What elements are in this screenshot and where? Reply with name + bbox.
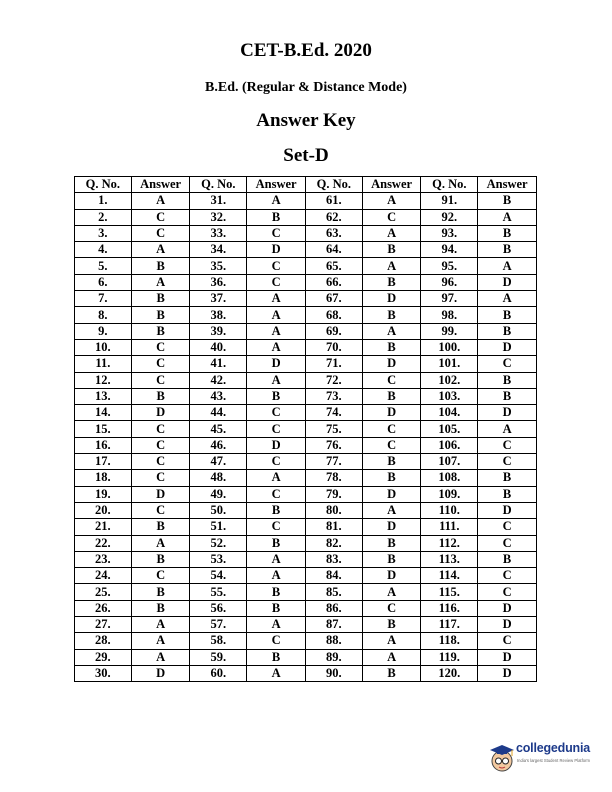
answer-cell: C (131, 502, 190, 518)
question-number-cell: 102. (421, 372, 478, 388)
question-number-cell: 63. (305, 225, 362, 241)
question-number-cell: 37. (190, 291, 247, 307)
table-row (75, 291, 537, 307)
question-number-cell: 92. (421, 209, 478, 225)
question-number-cell: 91. (421, 193, 478, 209)
answer-cell: B (247, 502, 306, 518)
answer-cell: A (247, 291, 306, 307)
table-row (75, 421, 537, 437)
answer-cell: B (247, 388, 306, 404)
question-number-cell: 34. (190, 242, 247, 258)
question-number-cell: 19. (75, 486, 132, 502)
question-number-cell: 98. (421, 307, 478, 323)
table-row (75, 372, 537, 388)
answer-cell: C (131, 454, 190, 470)
header-answer: Answer (362, 177, 421, 193)
header-answer: Answer (131, 177, 190, 193)
question-number-cell: 7. (75, 291, 132, 307)
answer-cell: C (478, 356, 537, 372)
question-number-cell: 89. (305, 649, 362, 665)
answer-cell: B (478, 193, 537, 209)
question-number-cell: 50. (190, 502, 247, 518)
question-number-cell: 17. (75, 454, 132, 470)
question-number-cell: 114. (421, 568, 478, 584)
answer-cell: A (362, 633, 421, 649)
answer-cell: D (247, 356, 306, 372)
question-number-cell: 78. (305, 470, 362, 486)
question-number-cell: 66. (305, 274, 362, 290)
answer-cell: B (362, 617, 421, 633)
answer-cell: A (131, 242, 190, 258)
answer-cell: B (131, 323, 190, 339)
question-number-cell: 96. (421, 274, 478, 290)
table-row (75, 617, 537, 633)
answer-cell: B (478, 225, 537, 241)
question-number-cell: 48. (190, 470, 247, 486)
answer-key-body (75, 193, 537, 682)
answer-cell: C (131, 470, 190, 486)
answer-cell: B (478, 307, 537, 323)
question-number-cell: 28. (75, 633, 132, 649)
answer-cell: D (131, 665, 190, 681)
answer-cell: B (478, 470, 537, 486)
header-qno: Q. No. (75, 177, 132, 193)
answer-cell: A (362, 502, 421, 518)
answer-cell: C (131, 421, 190, 437)
answer-cell: A (247, 568, 306, 584)
answer-cell: B (131, 258, 190, 274)
question-number-cell: 119. (421, 649, 478, 665)
question-number-cell: 65. (305, 258, 362, 274)
question-number-cell: 90. (305, 665, 362, 681)
question-number-cell: 87. (305, 617, 362, 633)
question-number-cell: 116. (421, 600, 478, 616)
answer-cell: B (478, 372, 537, 388)
question-number-cell: 75. (305, 421, 362, 437)
answer-cell: C (362, 421, 421, 437)
question-number-cell: 52. (190, 535, 247, 551)
answer-cell: A (247, 339, 306, 355)
answer-cell: C (247, 405, 306, 421)
table-row (75, 323, 537, 339)
answer-cell: C (362, 209, 421, 225)
answer-cell: C (247, 519, 306, 535)
table-row (75, 568, 537, 584)
question-number-cell: 82. (305, 535, 362, 551)
answer-cell: C (478, 633, 537, 649)
question-number-cell: 72. (305, 372, 362, 388)
question-number-cell: 14. (75, 405, 132, 421)
table-row (75, 437, 537, 453)
answer-cell: B (478, 551, 537, 567)
table-row (75, 470, 537, 486)
question-number-cell: 61. (305, 193, 362, 209)
question-number-cell: 2. (75, 209, 132, 225)
answer-cell: D (362, 519, 421, 535)
answer-cell: C (478, 535, 537, 551)
answer-cell: B (362, 307, 421, 323)
question-number-cell: 107. (421, 454, 478, 470)
question-number-cell: 77. (305, 454, 362, 470)
question-number-cell: 42. (190, 372, 247, 388)
answer-cell: D (247, 437, 306, 453)
answer-cell: B (478, 242, 537, 258)
question-number-cell: 1. (75, 193, 132, 209)
answer-cell: A (362, 258, 421, 274)
question-number-cell: 97. (421, 291, 478, 307)
question-number-cell: 109. (421, 486, 478, 502)
header-answer: Answer (247, 177, 306, 193)
answer-cell: C (478, 454, 537, 470)
answer-cell: B (131, 388, 190, 404)
question-number-cell: 55. (190, 584, 247, 600)
answer-cell: D (247, 242, 306, 258)
answer-cell: C (362, 600, 421, 616)
question-number-cell: 110. (421, 502, 478, 518)
question-number-cell: 103. (421, 388, 478, 404)
answer-cell: B (362, 454, 421, 470)
answer-cell: C (478, 568, 537, 584)
question-number-cell: 39. (190, 323, 247, 339)
question-number-cell: 12. (75, 372, 132, 388)
question-number-cell: 76. (305, 437, 362, 453)
answer-cell: D (478, 649, 537, 665)
table-row (75, 225, 537, 241)
header-qno: Q. No. (421, 177, 478, 193)
answer-cell: B (478, 323, 537, 339)
question-number-cell: 32. (190, 209, 247, 225)
question-number-cell: 101. (421, 356, 478, 372)
question-number-cell: 60. (190, 665, 247, 681)
collegedunia-logo (488, 738, 602, 778)
answer-cell: C (478, 584, 537, 600)
answer-cell: B (131, 519, 190, 535)
answer-cell: B (362, 551, 421, 567)
table-row (75, 535, 537, 551)
answer-cell: C (362, 437, 421, 453)
question-number-cell: 112. (421, 535, 478, 551)
answer-cell: C (247, 421, 306, 437)
question-number-cell: 16. (75, 437, 132, 453)
answer-cell: A (131, 193, 190, 209)
question-number-cell: 15. (75, 421, 132, 437)
question-number-cell: 3. (75, 225, 132, 241)
table-row (75, 519, 537, 535)
question-number-cell: 100. (421, 339, 478, 355)
question-number-cell: 20. (75, 502, 132, 518)
answer-cell: B (362, 388, 421, 404)
answer-cell: C (247, 633, 306, 649)
table-row (75, 405, 537, 421)
question-number-cell: 13. (75, 388, 132, 404)
answer-cell: C (247, 258, 306, 274)
table-row (75, 193, 537, 209)
answer-cell: D (362, 568, 421, 584)
answer-cell: B (362, 470, 421, 486)
answer-cell: C (131, 209, 190, 225)
answer-cell: D (478, 600, 537, 616)
answer-cell: B (362, 535, 421, 551)
question-number-cell: 46. (190, 437, 247, 453)
answer-cell: A (478, 209, 537, 225)
question-number-cell: 113. (421, 551, 478, 567)
question-number-cell: 35. (190, 258, 247, 274)
table-row (75, 633, 537, 649)
question-number-cell: 86. (305, 600, 362, 616)
table-row (75, 274, 537, 290)
question-number-cell: 30. (75, 665, 132, 681)
question-number-cell: 58. (190, 633, 247, 649)
answer-cell: C (362, 372, 421, 388)
question-number-cell: 43. (190, 388, 247, 404)
answer-cell: B (362, 339, 421, 355)
question-number-cell: 118. (421, 633, 478, 649)
table-header-row (75, 177, 537, 193)
question-number-cell: 29. (75, 649, 132, 665)
answer-cell: C (247, 225, 306, 241)
answer-cell: B (247, 649, 306, 665)
table-row (75, 649, 537, 665)
header-qno: Q. No. (190, 177, 247, 193)
answer-cell: D (478, 617, 537, 633)
question-number-cell: 44. (190, 405, 247, 421)
question-number-cell: 36. (190, 274, 247, 290)
question-number-cell: 22. (75, 535, 132, 551)
question-number-cell: 105. (421, 421, 478, 437)
answer-cell: D (478, 665, 537, 681)
question-number-cell: 115. (421, 584, 478, 600)
table-row (75, 486, 537, 502)
question-number-cell: 120. (421, 665, 478, 681)
question-number-cell: 108. (421, 470, 478, 486)
answer-cell: C (131, 225, 190, 241)
answer-cell: D (362, 405, 421, 421)
answer-cell: B (478, 388, 537, 404)
table-row (75, 584, 537, 600)
question-number-cell: 81. (305, 519, 362, 535)
table-row (75, 242, 537, 258)
answer-cell: B (247, 584, 306, 600)
answer-cell: C (131, 437, 190, 453)
answer-cell: C (131, 339, 190, 355)
question-number-cell: 8. (75, 307, 132, 323)
answer-cell: B (478, 486, 537, 502)
answer-cell: A (362, 193, 421, 209)
table-row (75, 307, 537, 323)
question-number-cell: 79. (305, 486, 362, 502)
question-number-cell: 54. (190, 568, 247, 584)
question-number-cell: 31. (190, 193, 247, 209)
answer-cell: D (131, 486, 190, 502)
answer-cell: A (131, 633, 190, 649)
question-number-cell: 69. (305, 323, 362, 339)
question-number-cell: 104. (421, 405, 478, 421)
answer-cell: A (247, 617, 306, 633)
question-number-cell: 71. (305, 356, 362, 372)
answer-cell: A (131, 535, 190, 551)
answer-cell: A (478, 291, 537, 307)
answer-cell: A (247, 470, 306, 486)
question-number-cell: 45. (190, 421, 247, 437)
table-row (75, 502, 537, 518)
answer-cell: B (131, 307, 190, 323)
question-number-cell: 117. (421, 617, 478, 633)
question-number-cell: 93. (421, 225, 478, 241)
header-qno: Q. No. (305, 177, 362, 193)
answer-cell: D (362, 291, 421, 307)
question-number-cell: 4. (75, 242, 132, 258)
question-number-cell: 106. (421, 437, 478, 453)
answer-cell: D (478, 405, 537, 421)
answer-key-table (74, 176, 537, 682)
answer-cell: A (362, 584, 421, 600)
answer-cell: D (478, 339, 537, 355)
question-number-cell: 74. (305, 405, 362, 421)
answer-cell: C (131, 372, 190, 388)
answer-cell: C (131, 356, 190, 372)
question-number-cell: 18. (75, 470, 132, 486)
question-number-cell: 64. (305, 242, 362, 258)
answer-cell: C (131, 568, 190, 584)
answer-cell: B (131, 291, 190, 307)
answer-cell: B (362, 242, 421, 258)
set-label: Set-D (283, 145, 329, 166)
question-number-cell: 5. (75, 258, 132, 274)
answer-cell: B (247, 600, 306, 616)
answer-cell: B (247, 535, 306, 551)
question-number-cell: 10. (75, 339, 132, 355)
question-number-cell: 23. (75, 551, 132, 567)
question-number-cell: 9. (75, 323, 132, 339)
table-row (75, 209, 537, 225)
answer-cell: A (131, 617, 190, 633)
answer-cell: A (247, 551, 306, 567)
answer-cell: A (247, 323, 306, 339)
answer-cell: D (478, 502, 537, 518)
question-number-cell: 73. (305, 388, 362, 404)
question-number-cell: 84. (305, 568, 362, 584)
answer-cell: A (131, 274, 190, 290)
question-number-cell: 57. (190, 617, 247, 633)
question-number-cell: 11. (75, 356, 132, 372)
answer-cell: B (131, 600, 190, 616)
question-number-cell: 62. (305, 209, 362, 225)
brand-name: collegedunia (516, 741, 591, 755)
answer-cell: A (247, 193, 306, 209)
answer-cell: C (247, 486, 306, 502)
question-number-cell: 51. (190, 519, 247, 535)
answer-cell: B (131, 551, 190, 567)
answer-cell: A (362, 649, 421, 665)
question-number-cell: 27. (75, 617, 132, 633)
table-row (75, 388, 537, 404)
question-number-cell: 56. (190, 600, 247, 616)
table-row (75, 339, 537, 355)
table-row (75, 665, 537, 681)
question-number-cell: 6. (75, 274, 132, 290)
question-number-cell: 70. (305, 339, 362, 355)
header-answer: Answer (478, 177, 537, 193)
question-number-cell: 85. (305, 584, 362, 600)
answer-cell: A (362, 323, 421, 339)
question-number-cell: 83. (305, 551, 362, 567)
table-row (75, 258, 537, 274)
answer-cell: C (247, 454, 306, 470)
question-number-cell: 111. (421, 519, 478, 535)
answer-cell: D (362, 356, 421, 372)
table-row (75, 454, 537, 470)
question-number-cell: 99. (421, 323, 478, 339)
question-number-cell: 41. (190, 356, 247, 372)
question-number-cell: 80. (305, 502, 362, 518)
answer-cell: B (131, 584, 190, 600)
question-number-cell: 95. (421, 258, 478, 274)
brand-tagline: India's largest Student Review Platform (517, 758, 590, 763)
answer-cell: D (362, 486, 421, 502)
graduation-cap-icon (488, 742, 516, 774)
table-row (75, 551, 537, 567)
question-number-cell: 21. (75, 519, 132, 535)
question-number-cell: 25. (75, 584, 132, 600)
answer-cell: D (478, 274, 537, 290)
answer-cell: C (478, 519, 537, 535)
question-number-cell: 68. (305, 307, 362, 323)
question-number-cell: 94. (421, 242, 478, 258)
document-title: CET-B.Ed. 2020 (240, 40, 372, 61)
answer-cell: C (478, 437, 537, 453)
answer-cell: C (247, 274, 306, 290)
question-number-cell: 49. (190, 486, 247, 502)
question-number-cell: 38. (190, 307, 247, 323)
answer-cell: A (247, 665, 306, 681)
question-number-cell: 26. (75, 600, 132, 616)
answer-cell: B (362, 665, 421, 681)
answer-cell: B (362, 274, 421, 290)
question-number-cell: 33. (190, 225, 247, 241)
answer-cell: A (247, 372, 306, 388)
answer-cell: A (247, 307, 306, 323)
question-number-cell: 40. (190, 339, 247, 355)
question-number-cell: 67. (305, 291, 362, 307)
question-number-cell: 47. (190, 454, 247, 470)
question-number-cell: 88. (305, 633, 362, 649)
answer-cell: A (131, 649, 190, 665)
answer-cell: B (247, 209, 306, 225)
question-number-cell: 53. (190, 551, 247, 567)
question-number-cell: 24. (75, 568, 132, 584)
table-row (75, 356, 537, 372)
answer-cell: A (478, 421, 537, 437)
answer-cell: D (131, 405, 190, 421)
answer-cell: A (362, 225, 421, 241)
table-row (75, 600, 537, 616)
answer-cell: A (478, 258, 537, 274)
document-subtitle: B.Ed. (Regular & Distance Mode) (205, 80, 407, 95)
question-number-cell: 59. (190, 649, 247, 665)
answer-key-heading: Answer Key (256, 110, 356, 131)
